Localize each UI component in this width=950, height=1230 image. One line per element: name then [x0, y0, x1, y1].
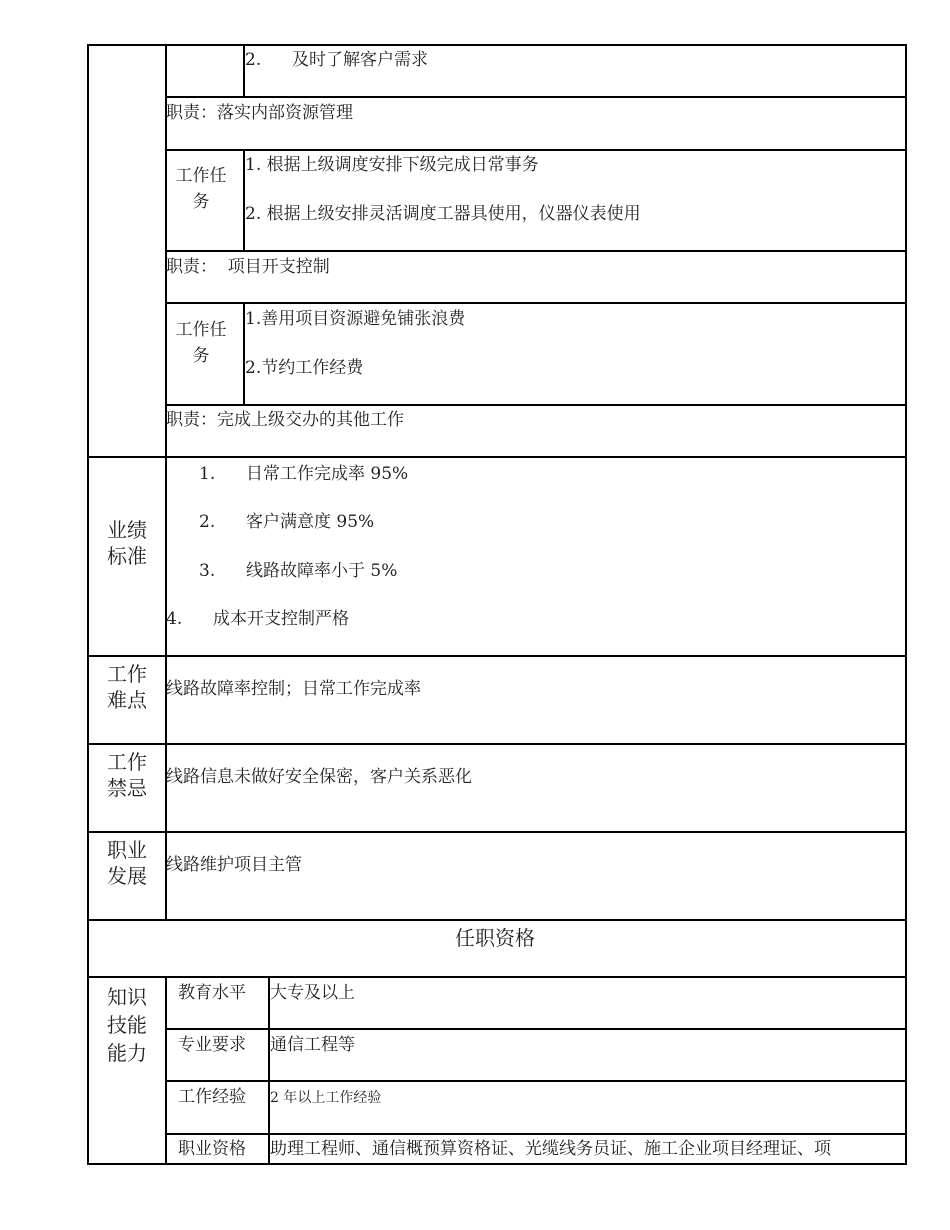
qualification-key-divider	[268, 977, 270, 1165]
career-label: 职业 发展	[107, 838, 147, 888]
table-border-bottom	[87, 1163, 907, 1165]
label-column-divider-2	[165, 977, 167, 1165]
list-number: 2.	[199, 512, 216, 532]
row-divider	[165, 149, 907, 151]
performance-item: 成本开支控制严格	[213, 609, 349, 629]
qualification-value: 助理工程师、通信概预算资格证、光缆线务员证、施工企业项目经理证、项	[270, 1139, 831, 1159]
difficulty-text: 线路故障率控制；日常工作完成率	[166, 679, 421, 699]
duty-cost-control: 职责： 项目开支控制	[166, 257, 330, 277]
task-label: 工作任 务	[175, 320, 227, 366]
section-divider	[87, 655, 907, 657]
task-label: 工作任 务	[175, 166, 227, 212]
qualification-key: 工作经验	[178, 1087, 246, 1107]
task-item: 1.善用项目资源避免铺张浪费	[245, 309, 466, 329]
qualification-value: 大专及以上	[270, 983, 355, 1003]
difficulty-label: 工作 难点	[107, 662, 147, 712]
row-divider	[165, 1080, 907, 1082]
taboo-label: 工作 禁忌	[107, 750, 147, 800]
task-item: 2.节约工作经费	[245, 358, 364, 378]
label-column-divider	[165, 44, 167, 920]
performance-item: 日常工作完成率 95%	[246, 464, 409, 484]
row-divider	[165, 250, 907, 252]
taboo-text: 线路信息未做好安全保密，客户关系恶化	[166, 767, 472, 787]
row-divider	[165, 96, 907, 98]
performance-item: 客户满意度 95%	[246, 512, 375, 532]
task-item: 2. 根据上级安排灵活调度工器具使用，仪器仪表使用	[245, 204, 641, 224]
qualification-key: 教育水平	[178, 983, 246, 1003]
duty-internal-resources: 职责：落实内部资源管理	[166, 103, 353, 123]
section-divider	[87, 919, 907, 921]
knowledge-skills-label: 知识 技能 能力	[107, 985, 147, 1065]
section-divider	[87, 743, 907, 745]
performance-item: 线路故障率小于 5%	[246, 561, 398, 581]
performance-label: 业绩 标准	[107, 518, 147, 568]
qualification-key: 职业资格	[178, 1139, 246, 1159]
task-item: 及时了解客户需求	[292, 50, 428, 70]
qualification-value: 2 年以上工作经验	[270, 1090, 382, 1106]
list-number: 1.	[199, 464, 216, 484]
duty-other: 职责：完成上级交办的其他工作	[166, 410, 404, 430]
row-divider	[165, 1133, 907, 1135]
section-divider	[87, 976, 907, 978]
section-divider	[87, 831, 907, 833]
row-divider	[165, 1028, 907, 1030]
career-text: 线路维护项目主管	[166, 855, 302, 875]
list-number: 4.	[166, 609, 183, 629]
section-divider	[87, 456, 907, 458]
row-divider	[165, 404, 907, 406]
table-border-right	[905, 44, 907, 1165]
row-divider	[165, 302, 907, 304]
table-border-top	[87, 44, 907, 46]
list-number: 2.	[245, 50, 262, 70]
table-border-left	[87, 44, 89, 1165]
qualification-title: 任职资格	[455, 926, 535, 950]
task-item: 1. 根据上级调度安排下级完成日常事务	[245, 155, 539, 175]
qualification-value: 通信工程等	[270, 1035, 355, 1055]
qualification-key: 专业要求	[178, 1035, 246, 1055]
list-number: 3.	[199, 561, 216, 581]
